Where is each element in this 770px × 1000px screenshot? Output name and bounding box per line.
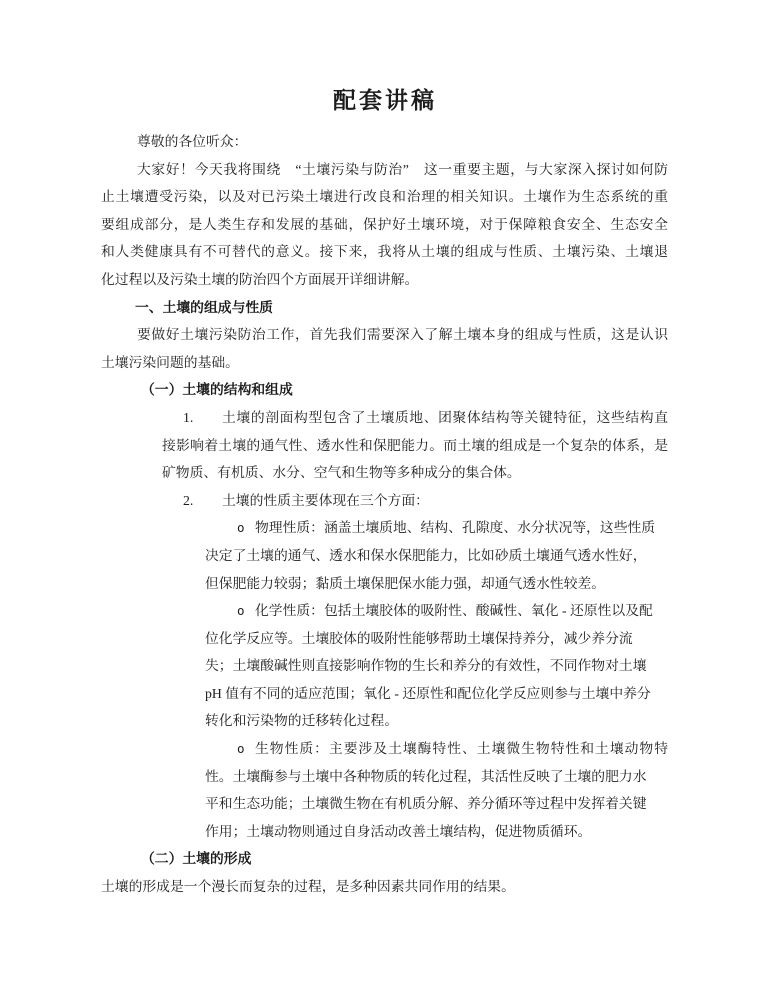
document-title: 配套讲稿	[333, 88, 437, 113]
line-text: 大家好！今天我将围绕 “土壤污染与防治” 这一重要主题，与大家深入探讨如何防	[137, 161, 668, 177]
line-text: 决定了土壤的通气、透水和保水保肥能力，比如砂质土壤通气透水性好，	[205, 547, 647, 563]
text-line	[101, 542, 668, 570]
text-line	[101, 487, 668, 515]
text-line	[101, 873, 668, 901]
text-line	[101, 790, 668, 818]
line-text: 但保肥能力较弱；黏质土壤保肥保水能力强，却通气透水性较差。	[205, 575, 606, 591]
line-text: 转化和污染物的迁移转化过程。	[205, 713, 399, 729]
line-text: 失；土壤酸碱性则直接影响作物的生长和养分的有效性，不同作物对土壤	[205, 658, 647, 674]
text-line	[101, 183, 668, 211]
line-text: 土壤污染问题的基础。	[101, 354, 239, 370]
line-text: 生物性质：主要涉及土壤酶特性、土壤微生物特性和土壤动物特	[255, 741, 668, 757]
line-text: （二）土壤的形成	[141, 851, 252, 867]
line-text: 物理性质：涵盖土壤质地、结构、孔隙度、水分状况等，这些性质	[255, 520, 656, 536]
text-line	[101, 597, 668, 625]
line-text: pH 值有不同的适应范围；氧化 - 还原性和配位化学反应则参与土壤中养分	[205, 685, 651, 701]
line-text: 化过程以及污染土壤的防治四个方面展开详细讲解。	[101, 271, 419, 287]
line-text: 和人类健康具有不可替代的意义。接下来，我将从土壤的组成与性质、土壤污染、土壤退	[101, 244, 668, 260]
line-text: 平和生态功能；土壤微生物在有机质分解、养分循环等过程中发挥着关键	[205, 796, 647, 812]
list-number-marker: 2.	[183, 492, 194, 508]
text-line	[101, 735, 668, 763]
text-line	[101, 238, 668, 266]
text-line	[101, 514, 668, 542]
section-heading	[101, 376, 668, 404]
line-text: 接影响着土壤的通气性、透水性和保肥能力。而土壤的组成是一个复杂的体系，是	[162, 437, 668, 453]
bullet-marker: o	[237, 741, 245, 757]
text-line	[101, 818, 668, 846]
line-text: （一）土壤的结构和组成	[141, 382, 293, 398]
text-line	[101, 707, 668, 735]
text-line	[101, 652, 668, 680]
line-text: 土壤的剖面构型包含了土壤质地、团聚体结构等关键特征，这些结构直	[222, 409, 668, 425]
line-text: 作用；土壤动物则通过自身活动改善土壤结构，促进物质循环。	[205, 823, 592, 839]
text-line	[101, 625, 668, 653]
line-text: 止土壤遭受污染，以及对已污染土壤进行改良和治理的相关知识。土壤作为生态系统的重	[101, 189, 668, 205]
line-text: 矿物质、有机质、水分、空气和生物等多种成分的集合体。	[162, 465, 521, 481]
section-heading	[101, 294, 668, 322]
line-text: 土壤的形成是一个漫长而复杂的过程，是多种因素共同作用的结果。	[101, 879, 515, 895]
line-text: 一、土壤的组成与性质	[135, 299, 273, 315]
line-text: 土壤的性质主要体现在三个方面：	[222, 492, 429, 508]
line-text: 尊敬的各位听众：	[137, 134, 248, 149]
line-text: 化学性质：包括土壤胶体的吸附性、酸碱性、氧化 - 还原性以及配	[255, 603, 653, 619]
text-line	[101, 404, 668, 432]
text-line	[101, 266, 668, 294]
text-line	[101, 432, 668, 460]
text-line	[101, 680, 668, 708]
document-body	[101, 128, 668, 901]
text-line	[101, 763, 668, 791]
text-line	[101, 570, 668, 598]
bullet-marker: o	[237, 603, 245, 619]
text-line	[101, 459, 668, 487]
text-line	[101, 349, 668, 377]
line-text: 位化学反应等。土壤胶体的吸附性能够帮助土壤保持养分，减少养分流	[205, 630, 633, 646]
line-text: 要组成部分，是人类生存和发展的基础，保护好土壤环境，对于保障粮食安全、生态安全	[101, 216, 668, 232]
section-heading	[101, 845, 668, 873]
line-text: 要做好土壤污染防治工作，首先我们需要深入了解土壤本身的组成与性质，这是认识	[137, 327, 668, 343]
line-text: 性。土壤酶参与土壤中各种物质的转化过程，其活性反映了土壤的肥力水	[205, 768, 647, 784]
text-line	[101, 156, 668, 184]
bullet-marker: o	[237, 520, 245, 536]
text-line	[101, 128, 668, 156]
text-line	[101, 211, 668, 239]
list-number-marker: 1.	[183, 409, 194, 425]
text-line	[101, 321, 668, 349]
